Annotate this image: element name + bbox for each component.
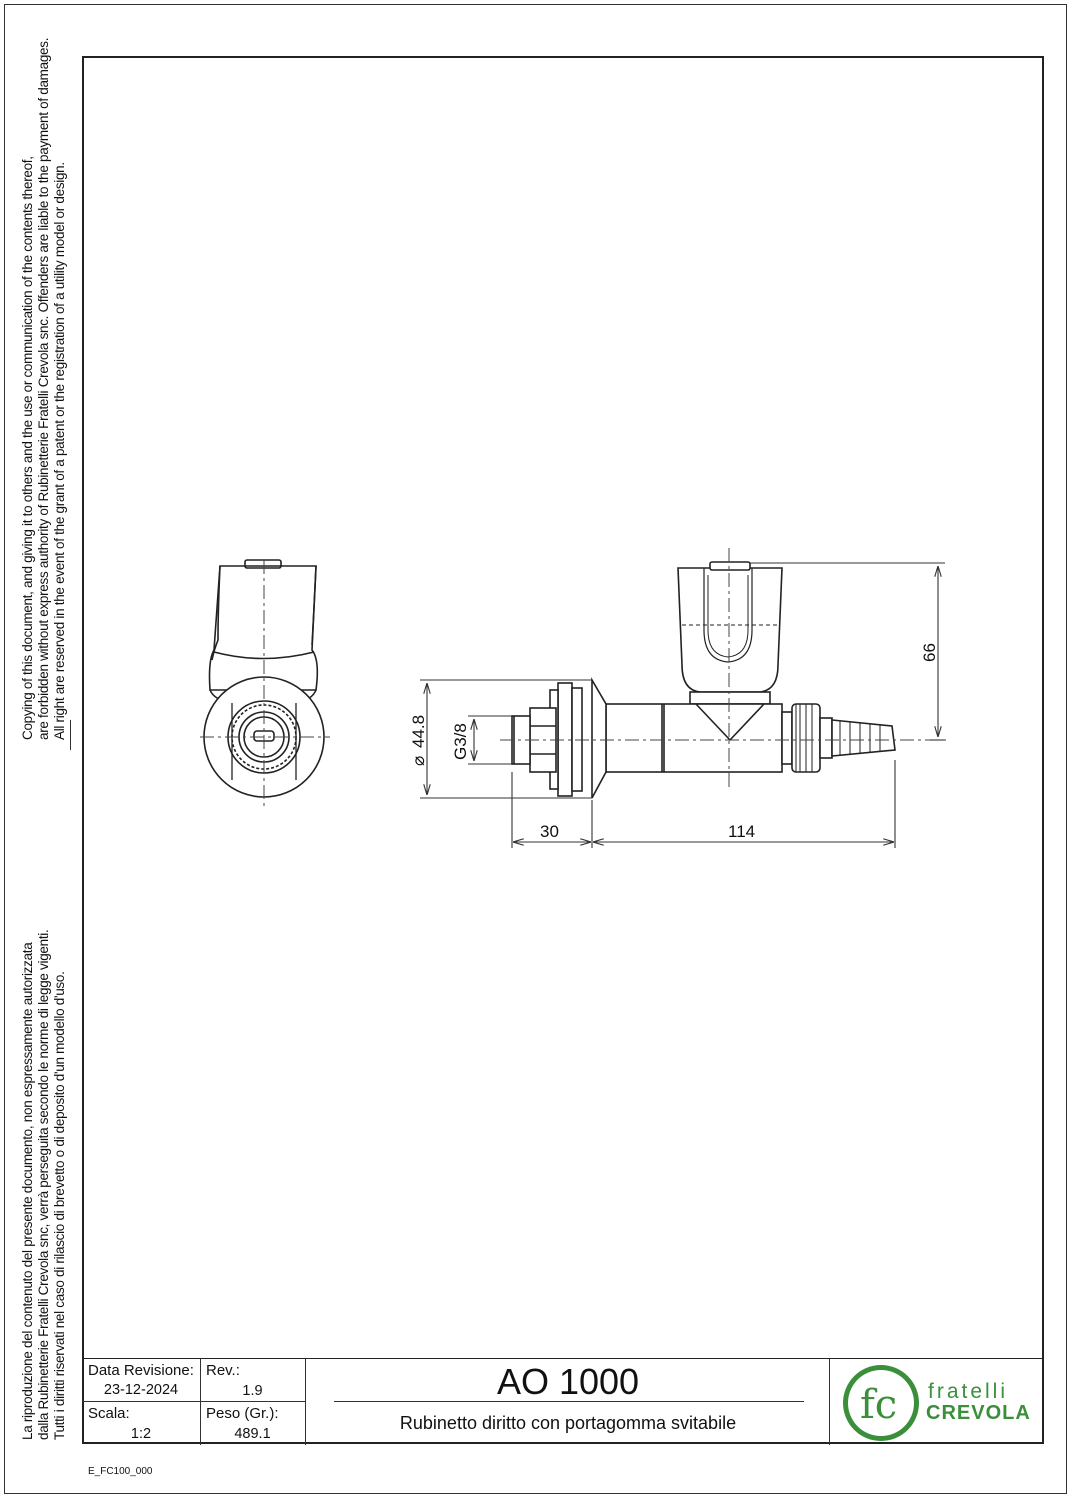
rev-value: 1.9 xyxy=(242,1383,263,1399)
logo-text-crevola: CREVOLA xyxy=(926,1402,1031,1424)
logo-monogram: fc xyxy=(860,1382,898,1428)
diameter-dimension: 44.8 xyxy=(409,714,428,748)
revision-date-value: 23-12-2024 xyxy=(103,1382,179,1398)
revision-date-label: Data Revisione: xyxy=(88,1362,194,1379)
length-left-dimension: 30 xyxy=(540,822,559,841)
thread-dimension: G3/8 xyxy=(451,723,470,760)
weight-label: Peso (Gr.): xyxy=(206,1405,279,1422)
english-notice-line-3: All right are reserved in the event of the grant of a patent or the registration of a utility model or design. xyxy=(52,162,67,740)
diameter-symbol: ⌀ xyxy=(409,755,428,766)
file-code: E_FC100_000 xyxy=(88,1466,153,1477)
italian-notice-line-2: dalla Rubinetterie Fratelli Crevola snc, verrà perseguita secondo le norme di legge vigenti. xyxy=(36,929,51,1440)
scale-label: Scala: xyxy=(88,1405,130,1422)
length-right-dimension: 114 xyxy=(728,822,756,841)
english-notice-line-1: Copying of this document, and giving it to others and the use or communication of the contents thereof, xyxy=(20,156,35,740)
scale-value: 1:2 xyxy=(130,1426,152,1442)
english-notice-line-2: are forbidden without express authority of Rubinetterie Fratelli Crevola snc. Offenders are liable to the payment of damages. xyxy=(36,37,51,740)
title-block-divider xyxy=(82,1401,305,1402)
product-code: AO 1000 xyxy=(496,1361,640,1402)
company-logo xyxy=(840,1362,922,1444)
rev-label: Rev.: xyxy=(206,1362,240,1379)
logo-text-fratelli: fratelli xyxy=(928,1380,1009,1403)
product-description: Rubinetto diritto con portagomma svitabile xyxy=(399,1413,737,1433)
italian-notice-line-1: La riproduzione del contenuto del presente documento, non espressamente autorizzata xyxy=(20,942,35,1440)
italian-notice-line-3: Tutti i diritti riservati nel caso di rilascio di brevetto o di deposito d'un modello d'uso. xyxy=(52,971,67,1440)
weight-value: 489.1 xyxy=(234,1426,271,1442)
height-dimension: 66 xyxy=(920,643,939,662)
